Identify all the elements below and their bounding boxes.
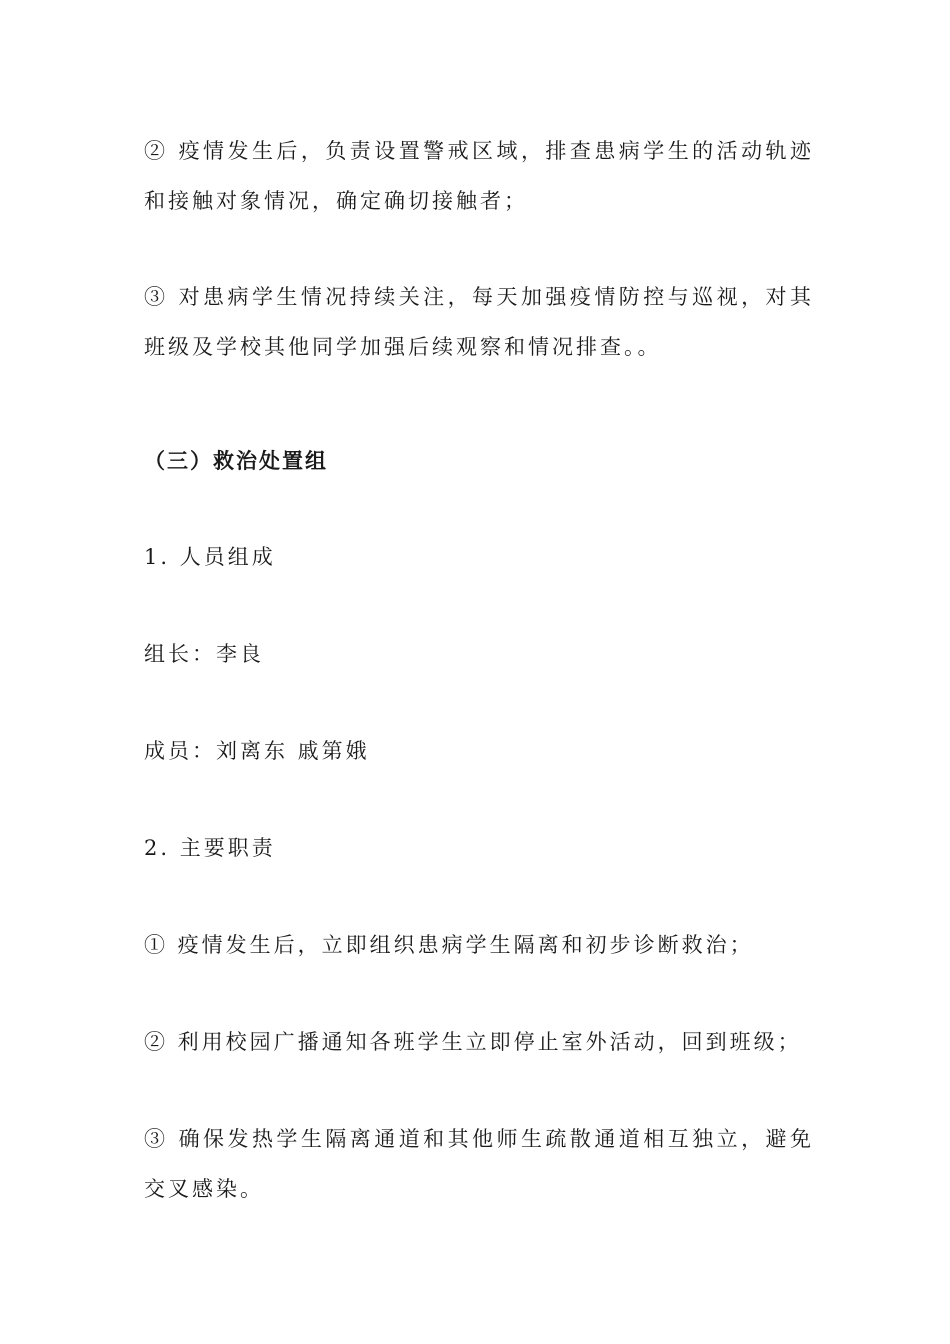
paragraph-item-3-emergency: ③ 对患病学生情况持续关注，每天加强疫情防控与巡视，对其班级及学校其他同学加强后续观察和情况排查。。	[144, 285, 814, 359]
group-members-line: 成员：刘离东 戚第娥	[144, 739, 370, 763]
duty-item-1: ① 疫情发生后，立即组织患病学生隔离和初步诊断救治；	[144, 933, 754, 957]
duty-item-3: ③ 确保发热学生隔离通道和其他师生疏散通道相互独立，避免交叉感染。	[144, 1127, 814, 1201]
duty-item-2: ② 利用校园广播通知各班学生立即停止室外活动，回到班级；	[144, 1030, 802, 1054]
subsection-personnel-heading: 1. 人员组成	[144, 545, 276, 569]
subsection-duties-heading: 2. 主要职责	[144, 836, 276, 860]
paragraph-item-2-emergency: ② 疫情发生后，负责设置警戒区域，排查患病学生的活动轨迹和接触对象情况，确定确切接触者；	[144, 139, 814, 213]
section-heading: （三）救治处置组	[144, 449, 328, 473]
group-leader-line: 组长：李良	[144, 642, 264, 666]
